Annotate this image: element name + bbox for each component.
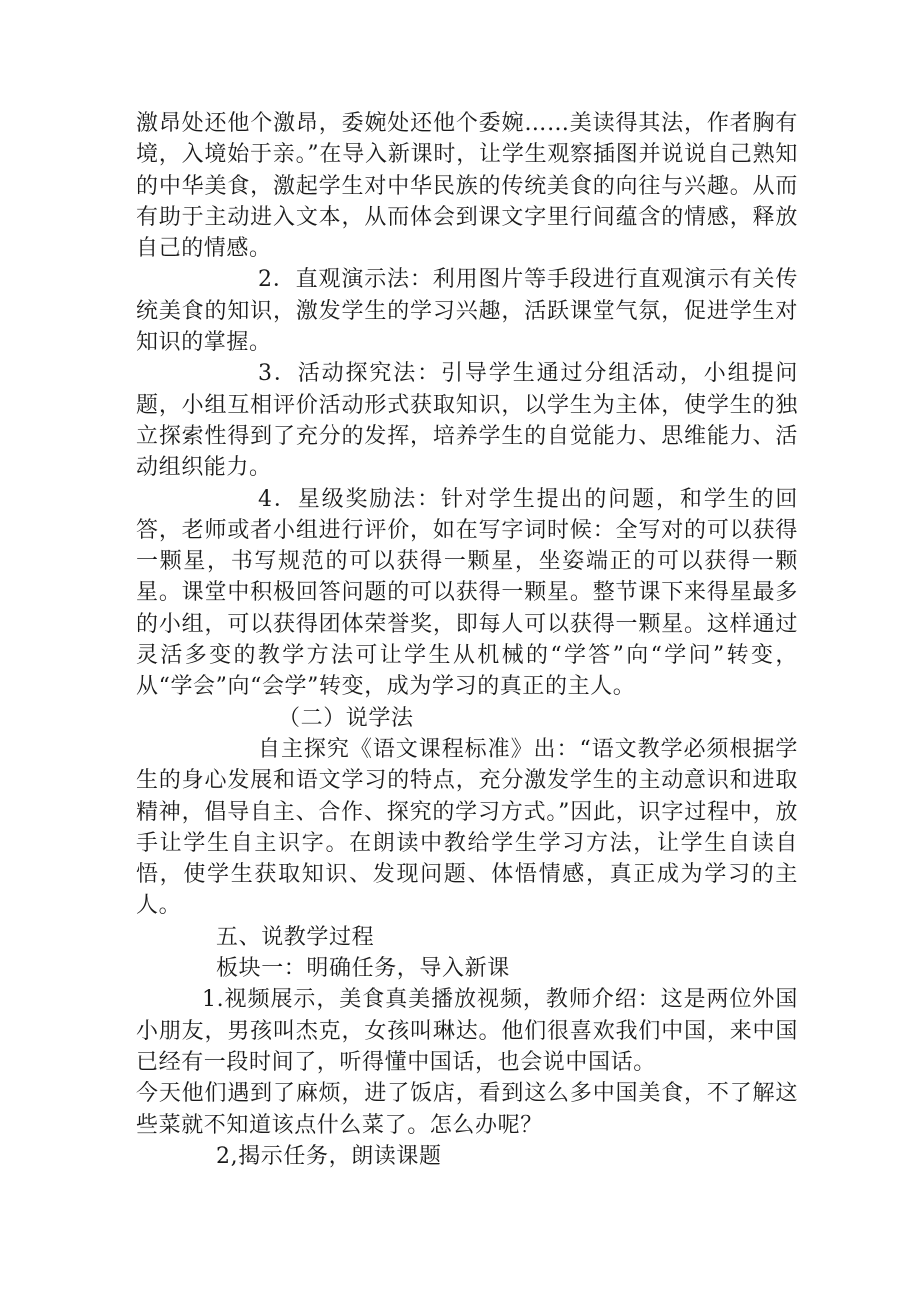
paragraph-step-1: 1.视频展示，美食真美播放视频，教师介绍：这是两位外国小朋友，男孩叫杰克，女孩叫琳达。他们很喜欢我们中国，来中国已经有一段时间了，听得懂中国话，也会说中国话。	[136, 987, 798, 1075]
paragraph-step-2: 2,揭示任务，朗读课题	[216, 1143, 442, 1169]
heading-section-one: 板块一：明确任务，导入新课	[216, 956, 510, 982]
paragraph-method-4: 4．星级奖励法：针对学生提出的问题，和学生的回答，老师或者小组进行评价，如在写字词时候：全写对的可以获得一颗星，书写规范的可以获得一颗星，坐姿端正的可以获得一颗星。课堂中积极回答问题的可以获得一颗星。整节课下来得星最多的小组，可以获得团体荣誉奖，即每人可以获得一颗星。这样通过灵活多变的教学方法可让学生从机械的“学答”向“学问”转变，从“学会”向“会学”转变，成为学习的真正的主人。	[136, 486, 798, 700]
heading-teaching-process: 五、说教学过程	[216, 924, 375, 950]
paragraph-intro-continuation: 激昂处还他个激昂，委婉处还他个委婉……美读得其法，作者胸有境，入境始于亲。”在导入新课时，让学生观察插图并说说自己熟知的中华美食，激起学生对中华民族的传统美食的向往与兴趣。从而有助于主动进入文本，从而体会到课文字里行间蕴含的情感，释放自己的情感。	[136, 111, 798, 262]
paragraph-method-2: 2．直观演示法：利用图片等手段进行直观演示有关传统美食的知识，激发学生的学习兴趣，活跃课堂气氛，促进学生对知识的掌握。	[136, 267, 798, 356]
paragraph-step-1-continuation: 今天他们遇到了麻烦，进了饭店，看到这么多中国美食，不了解这些菜就不知道该点什么菜了。怎么办呢？	[136, 1081, 798, 1138]
subheading-learning-method: （二）说学法	[278, 705, 414, 731]
document-body	[136, 108, 798, 1172]
paragraph-method-3: 3．活动探究法：引导学生通过分组活动，小组提问题，小组互相评价活动形式获取知识，以学生为主体，使学生的独立探索性得到了充分的发挥，培养学生的自觉能力、思维能力、活动组织能力。	[136, 361, 798, 481]
paragraph-learning-method: 自主探究《语文课程标准》出：“语文教学必须根据学生的身心发展和语文学习的特点，充分激发学生的主动意识和进取精神，倡导自主、合作、探究的学习方式。”因此，识字过程中，放手让学生自主识字。在朗读中教给学生学习方法，让学生自读自悟，使学生获取知识、发现问题、体悟情感，真正成为学习的主人。	[136, 736, 798, 919]
